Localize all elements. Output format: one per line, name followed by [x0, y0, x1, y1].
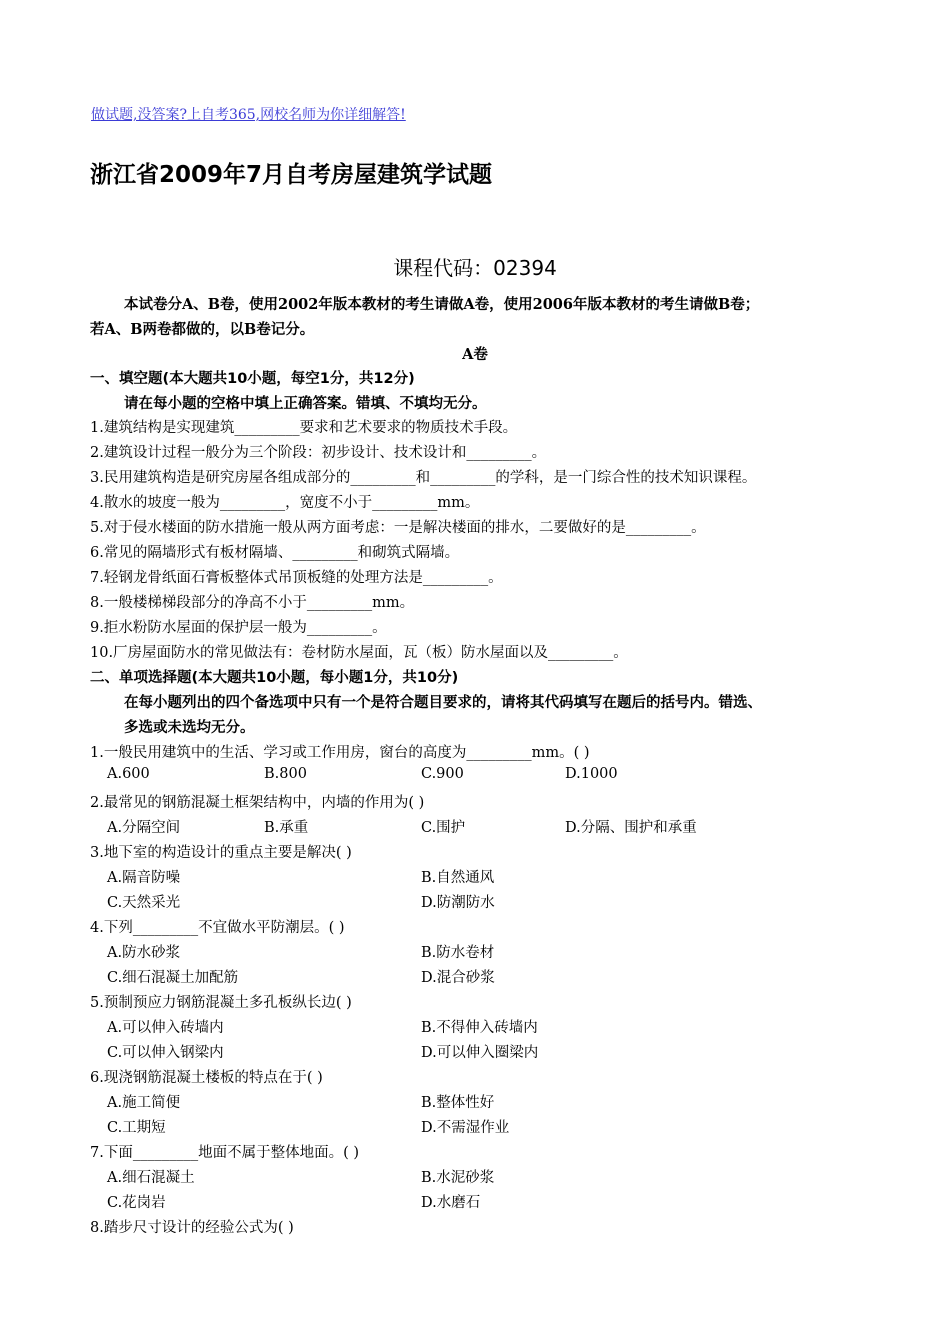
choice-question-stem: 4.下列_________不宜做水平防潮层。( ) [90, 920, 345, 936]
option-a: A.分隔空间 [107, 820, 181, 836]
fill-question: 6.常见的隔墙形式有板材隔墙、_________和砌筑式隔墙。 [90, 545, 460, 561]
option-b: B.整体性好 [421, 1095, 495, 1111]
promo-link[interactable]: 做试题,没答案?上自考365,网校名师为你详细解答! [91, 107, 406, 123]
intro-line-1: 本试卷分A、B卷，使用2002年版本教材的考生请做A卷，使用2006年版本教材的考生请做B卷； [124, 296, 760, 313]
choice-question-stem: 2.最常见的钢筋混凝土框架结构中，内墙的作用为( ) [90, 795, 425, 811]
option-b: B.防水卷材 [421, 945, 495, 961]
choice-question-stem: 5.预制预应力钢筋混凝土多孔板纵长边( ) [90, 995, 352, 1011]
option-b: B.不得伸入砖墙内 [421, 1020, 538, 1036]
option-d: D.水磨石 [421, 1195, 481, 1211]
fill-question: 7.轻钢龙骨纸面石膏板整体式吊顶板缝的处理方法是_________。 [90, 570, 503, 586]
fill-question: 3.民用建筑构造是研究房屋各组成部分的_________和_________的学科，是一门综合性的技术知识课程。 [90, 470, 757, 486]
choice-question-stem: 1.一般民用建筑中的生活、学习或工作用房，窗台的高度为_________mm。( ) [90, 745, 590, 761]
option-b: B.承重 [264, 820, 309, 836]
choice-question-stem: 7.下面_________地面不属于整体地面。( ) [90, 1145, 360, 1161]
section2-instruction-1: 在每小题列出的四个备选项中只有一个是符合题目要求的，请将其代码填写在题后的括号内。错选、 [124, 695, 762, 711]
option-a: A.细石混凝土 [107, 1170, 195, 1186]
option-a: A.可以伸入砖墙内 [107, 1020, 224, 1036]
fill-question: 10.厂房屋面防水的常见做法有：卷材防水屋面，瓦（板）防水屋面以及_________。 [90, 645, 628, 661]
fill-question: 8.一般楼梯梯段部分的净高不小于_________mm。 [90, 595, 415, 611]
option-d: D.1000 [565, 766, 618, 782]
option-c: C.可以伸入钢梁内 [107, 1045, 224, 1061]
option-c: C.工期短 [107, 1120, 166, 1136]
option-c: C.细石混凝土加配筋 [107, 970, 239, 986]
option-b: B.水泥砂浆 [421, 1170, 495, 1186]
volume-label: A卷 [462, 346, 488, 363]
fill-question: 5.对于侵水楼面的防水措施一般从两方面考虑：一是解决楼面的排水，二要做好的是_________。 [90, 520, 706, 536]
option-b: B.800 [264, 766, 307, 782]
option-a: A.600 [107, 766, 150, 782]
option-c: C.花岗岩 [107, 1195, 166, 1211]
fill-question: 2.建筑设计过程一般分为三个阶段：初步设计、技术设计和_________。 [90, 445, 547, 461]
section2-instruction-2: 多选或未选均无分。 [124, 720, 255, 736]
option-c: C.900 [421, 766, 464, 782]
choice-question-stem: 6.现浇钢筋混凝土楼板的特点在于( ) [90, 1070, 323, 1086]
option-a: A.隔音防噪 [107, 870, 181, 886]
option-d: D.防潮防水 [421, 895, 495, 911]
option-d: D.分隔、围护和承重 [565, 820, 697, 836]
option-d: D.可以伸入圈梁内 [421, 1045, 539, 1061]
option-c: C.天然采光 [107, 895, 181, 911]
fill-question: 4.散水的坡度一般为_________，宽度不小于_________mm。 [90, 495, 480, 511]
option-b: B.自然通风 [421, 870, 495, 886]
option-d: D.混合砂浆 [421, 970, 495, 986]
section2-heading: 二、单项选择题(本大题共10小题，每小题1分，共10分) [90, 670, 459, 686]
option-d: D.不需湿作业 [421, 1120, 510, 1136]
fill-question: 1.建筑结构是实现建筑_________要求和艺术要求的物质技术手段。 [90, 420, 518, 436]
course-code: 课程代码：02394 [393, 256, 557, 280]
option-a: A.施工简便 [107, 1095, 181, 1111]
intro-line-2: 若A、B两卷都做的，以B卷记分。 [90, 321, 315, 338]
page-title: 浙江省2009年7月自考房屋建筑学试题 [90, 162, 493, 188]
option-c: C.围护 [421, 820, 466, 836]
option-a: A.防水砂浆 [107, 945, 181, 961]
section1-heading: 一、填空题(本大题共10小题，每空1分，共12分) [90, 371, 415, 387]
choice-question-stem: 8.踏步尺寸设计的经验公式为( ) [90, 1220, 294, 1236]
fill-question: 9.拒水粉防水屋面的保护层一般为_________。 [90, 620, 387, 636]
section1-instruction: 请在每小题的空格中填上正确答案。错填、不填均无分。 [124, 396, 487, 412]
choice-question-stem: 3.地下室的构造设计的重点主要是解决( ) [90, 845, 352, 861]
